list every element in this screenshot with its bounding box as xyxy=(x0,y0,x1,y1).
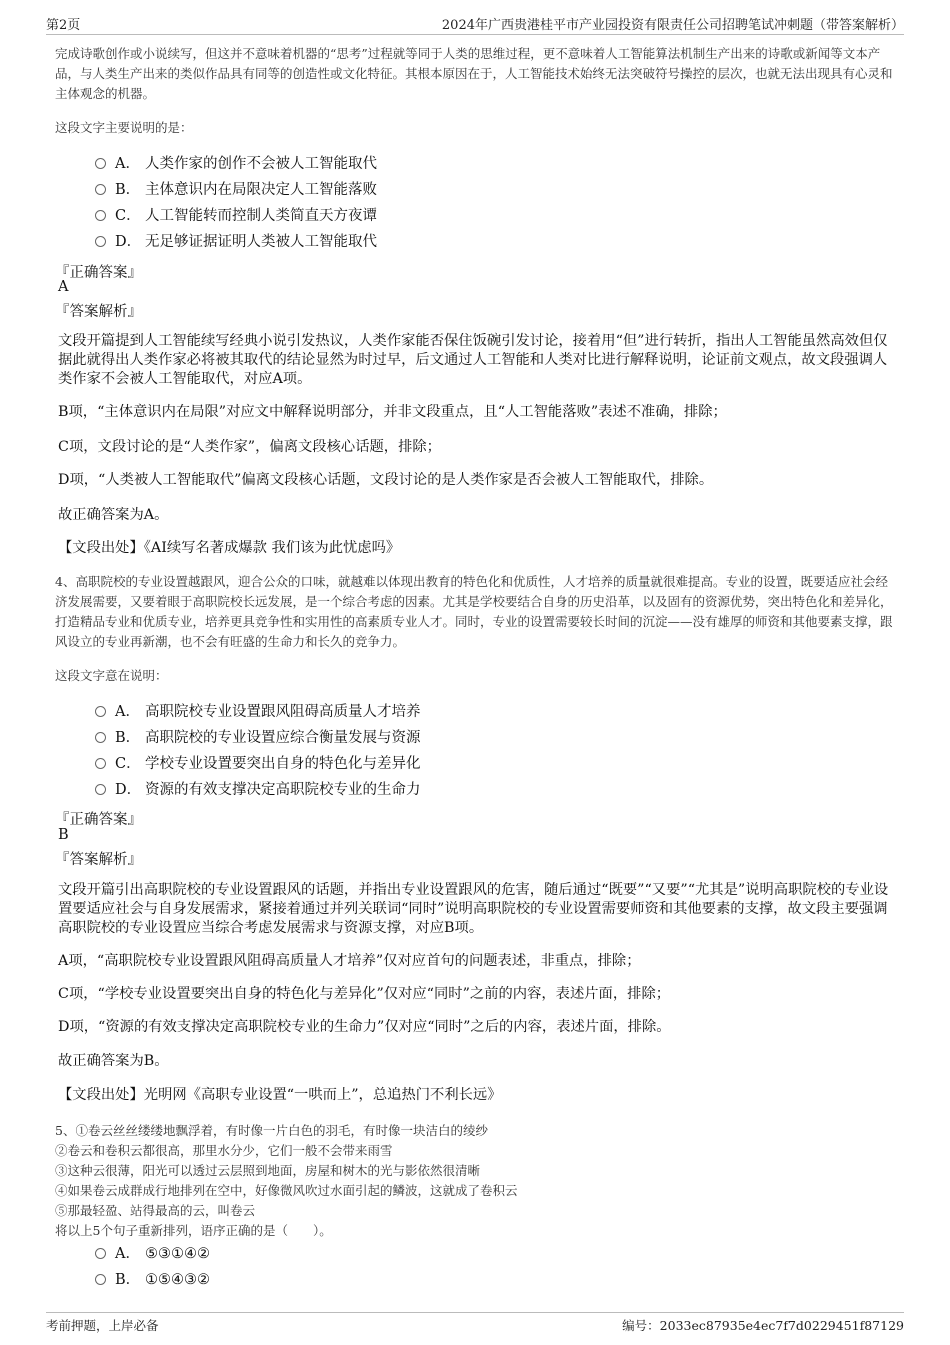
q4-option-a[interactable]: A． 高职院校专业设置跟风阻碍高质量人才培养 xyxy=(95,701,421,723)
q3-stem: 这段文字主要说明的是： xyxy=(55,120,193,135)
q4-analysis-label: 『答案解析』 xyxy=(55,852,142,868)
radio-icon[interactable] xyxy=(95,236,106,247)
q4-conclusion: 故正确答案为B。 xyxy=(58,1053,169,1069)
q5-line-2: ②卷云和卷积云都很高，那里水分少，它们一般不会带来雨雪 xyxy=(55,1143,393,1158)
q4-option-b[interactable]: B． 高职院校的专业设置应综合衡量发展与资源 xyxy=(95,727,421,749)
q3-analysis-b: B项，“主体意识内在局限”对应文中解释说明部分，并非文段重点，且“人工智能落败”表述不准确，排除； xyxy=(58,404,727,420)
q5-stem: 将以上5个句子重新排列，语序正确的是（ ）。 xyxy=(55,1223,332,1238)
radio-icon[interactable] xyxy=(95,1274,106,1285)
q3-passage: 完成诗歌创作或小说续写，但这并不意味着机器的“思考”过程就等同于人类的思维过程，更不意味着人工智能算法机制生产出来的诗歌或新闻等文本产品，与人类生产出来的类似作品具有同等的创造性或文化特征。其根本原因在于，人工智能技术始终无法突破符号操控的层次，也就无法出现具有心灵和主体观念的机器。 xyxy=(55,46,893,101)
q3-conclusion: 故正确答案为A。 xyxy=(58,507,169,523)
radio-icon[interactable] xyxy=(95,784,106,795)
q3-answer: A xyxy=(58,279,69,295)
page-number: 第2页 xyxy=(46,18,81,33)
q5-line-3: ③这种云很薄，阳光可以透过云层照到地面，房屋和树木的光与影依然很清晰 xyxy=(55,1163,481,1178)
radio-icon[interactable] xyxy=(95,158,106,169)
radio-icon[interactable] xyxy=(95,732,106,743)
document-title: 2024年广西贵港桂平市产业园投资有限责任公司招聘笔试冲刺题（带答案解析） xyxy=(441,18,904,33)
radio-icon[interactable] xyxy=(95,1248,106,1259)
q5-option-a[interactable]: A． ⑤③①④② xyxy=(95,1243,210,1265)
q3-option-d[interactable]: D． 无足够证据证明人类被人工智能取代 xyxy=(95,231,377,253)
q4-analysis-d: D项，“资源的有效支撑决定高职院校专业的生命力”仅对应“同时”之后的内容，表述片面，排除。 xyxy=(58,1019,671,1035)
q3-option-a[interactable]: A． 人类作家的创作不会被人工智能取代 xyxy=(95,153,377,175)
radio-icon[interactable] xyxy=(95,758,106,769)
q4-analysis-main: 文段开篇引出高职院校的专业设置跟风的话题，并指出专业设置跟风的危害，随后通过“既要”“又要”“尤其是”说明高职院校的专业设置要适应社会与自身发展需求，紧接着通过并列关联词“同时”说明高职院校的专业设置需要师资和其他要素的支撑，故文段主要强调高职院校的专业设置应当综合考虑发展需求与资源支撑，对应B项。 xyxy=(58,882,889,936)
q4-answer: B xyxy=(58,827,69,843)
q3-source: 【文段出处】《AI续写名著成爆款 我们该为此忧虑吗》 xyxy=(58,540,401,556)
q4-option-d[interactable]: D． 资源的有效支撑决定高职院校专业的生命力 xyxy=(95,779,421,801)
q4-passage: 4、高职院校的专业设置越跟风，迎合公众的口味，就越难以体现出教育的特色化和优质性，人才培养的质量就很难提高。专业的设置，既要适应社会经济发展需要，又要着眼于高职院校长远发展，是一个综合考虑的因素。尤其是学校要结合自身的历史沿革，以及固有的资源优势，突出特色化和差异化，打造精品专业和优质专业，培养更具竞争性和实用性的高素质专业人才。同时，专业的设置需要较长时间的沉淀——没有雄厚的师资和其他要素支撑，跟风设立的专业再新潮，也不会有旺盛的生命力和长久的竞争力。 xyxy=(55,574,893,649)
q4-source: 【文段出处】光明网《高职专业设置“一哄而上”，总追热门不利长远》 xyxy=(58,1087,502,1103)
q4-analysis-c: C项，“学校专业设置要突出自身的特色化与差异化”仅对应“同时”之前的内容，表述片面，排除； xyxy=(58,986,671,1002)
q3-analysis-main: 文段开篇提到人工智能续写经典小说引发热议，人类作家能否保住饭碗引发讨论，接着用“但”进行转折，指出人工智能虽然高效但仅据此就得出人类作家必将被其取代的结论显然为时过早，后文通过人工智能和人类对比进行解释说明，论证前文观点，故文段强调人类作家不会被人工智能取代，对应A项。 xyxy=(58,333,888,387)
q3-option-b[interactable]: B． 主体意识内在局限决定人工智能落败 xyxy=(95,179,377,201)
q5-line-4: ④如果卷云成群成行地排列在空中，好像微风吹过水面引起的鳞波，这就成了卷积云 xyxy=(55,1183,518,1198)
q4-option-c[interactable]: C． 学校专业设置要突出自身的特色化与差异化 xyxy=(95,753,421,775)
q4-stem: 这段文字意在说明： xyxy=(55,668,168,683)
q4-analysis-a: A项，“高职院校专业设置跟风阻碍高质量人才培养”仅对应首句的问题表述，非重点，排除； xyxy=(58,953,641,969)
page-header xyxy=(46,12,904,35)
footer-slogan: 考前押题，上岸必备 xyxy=(46,1318,159,1333)
q3-analysis-d: D项，“人类被人工智能取代”偏离文段核心话题，文段讨论的是人类作家是否会被人工智能取代，排除。 xyxy=(58,472,714,488)
q5-option-b[interactable]: B． ①⑤④③② xyxy=(95,1269,210,1291)
q3-option-c[interactable]: C． 人工智能转而控制人类简直天方夜谭 xyxy=(95,205,377,227)
radio-icon[interactable] xyxy=(95,210,106,221)
q3-analysis-label: 『答案解析』 xyxy=(55,304,142,320)
page-footer xyxy=(46,1312,904,1335)
document-id: 编号：2033ec87935e4ec7f7d0229451f87129 xyxy=(622,1318,904,1333)
q3-answer-label: 『正确答案』 xyxy=(55,265,142,281)
radio-icon[interactable] xyxy=(95,184,106,195)
q3-analysis-c: C项，文段讨论的是“人类作家”，偏离文段核心话题，排除； xyxy=(58,439,441,455)
q4-answer-label: 『正确答案』 xyxy=(55,812,142,828)
q5-line-5: ⑤那最轻盈、站得最高的云，叫卷云 xyxy=(55,1203,256,1218)
radio-icon[interactable] xyxy=(95,706,106,717)
q5-line-1: 5、①卷云丝丝缕缕地飘浮着，有时像一片白色的羽毛，有时像一块洁白的绫纱 xyxy=(55,1123,488,1138)
